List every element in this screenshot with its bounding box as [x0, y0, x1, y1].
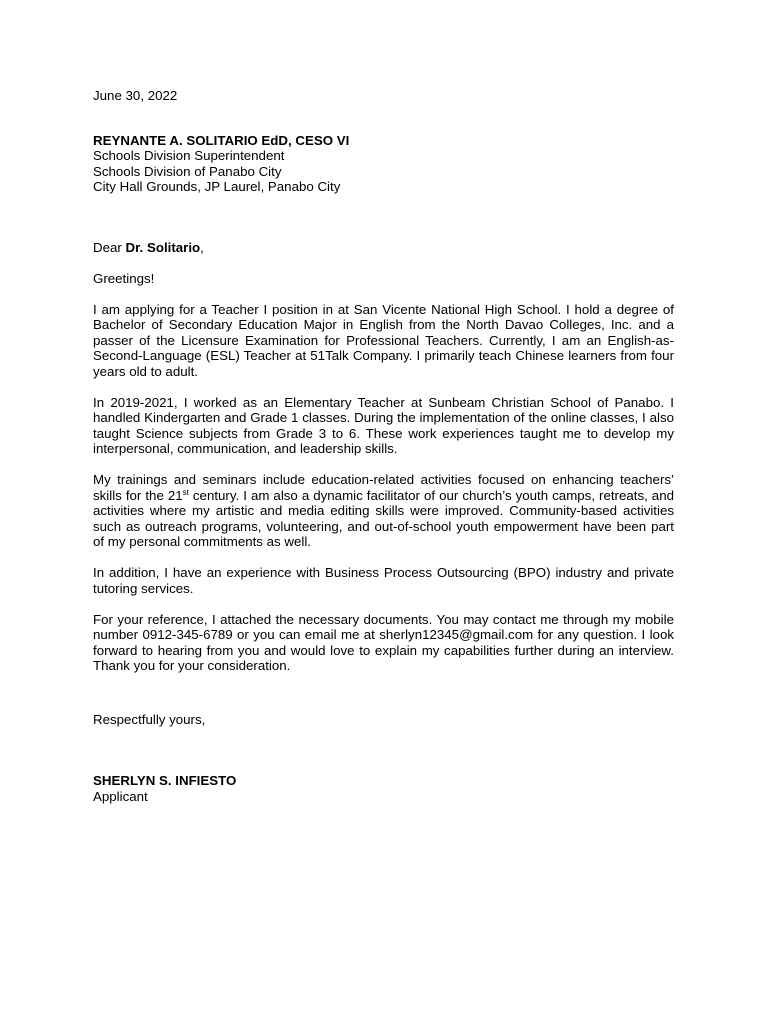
- recipient-office: Schools Division of Panabo City: [93, 163, 282, 179]
- recipient-title: Schools Division Superintendent: [93, 148, 285, 163]
- letter-page: [93, 88, 674, 804]
- paragraph-additional: In addition, I have an experience with Business Process Outsourcing (BPO) industry and private tutoring services.: [93, 565, 674, 596]
- signature-role: Applicant: [93, 788, 148, 804]
- paragraph-contact: For your reference, I attached the necessary documents. You may contact me through my mobile number 0912-345-6789 or you can email me at sherlyn12345@gmail.com for any question. I look forward to hearing from you and would love to explain my capabilities further during an interview. Thank you for your consideration.: [93, 611, 674, 673]
- closing: Respectfully yours,: [93, 711, 206, 727]
- greeting: Greetings!: [93, 270, 155, 286]
- paragraph-trainings-part1: My trainings and seminars include education-related activities focused on enhancing teachers’ skills for the 21: [93, 472, 674, 503]
- superscript-st: st: [182, 487, 189, 497]
- signature-name: SHERLYN S. INFIESTO: [93, 773, 237, 788]
- signature-block: [93, 773, 674, 804]
- paragraph-trainings-part2: century. I am also a dynamic facilitator of our church’s youth camps, retreats, and activities where my artistic and media editing skills were improved. Community-based activities such as outreach programs, volunteering, and out-of-school youth empowerment have been part of my personal commitments as well.: [93, 487, 674, 549]
- recipient-name: REYNANTE A. SOLITARIO EdD, CESO VI: [93, 132, 350, 148]
- paragraph-trainings: [93, 472, 674, 550]
- salutation-prefix: Dear: [93, 239, 126, 255]
- recipient-block: [93, 133, 674, 195]
- paragraph-application: I am applying for a Teacher I position in at San Vicente National High School. I hold a degree of Bachelor of Secondary Education Major in English from the North Davao Colleges, Inc. and a passer of the Licensure Examination for Professional Teachers. Currently, I am an English-as-Second-Language (ESL) Teacher at 51Talk Company. I primarily teach Chinese learners from four years old to adult.: [93, 301, 674, 379]
- paragraph-experience: In 2019-2021, I worked as an Elementary Teacher at Sunbeam Christian School of Panabo. I handled Kindergarten and Grade 1 classes. During the implementation of the online classes, I also taught Science subjects from Grade 3 to 6. These work experiences taught me to develop my interpersonal, communication, and leadership skills.: [93, 394, 674, 456]
- recipient-address: City Hall Grounds, JP Laurel, Panabo City: [93, 179, 341, 194]
- salutation: [93, 240, 674, 256]
- letter-date: June 30, 2022: [93, 88, 178, 103]
- salutation-name: Dr. Solitario: [125, 239, 201, 255]
- salutation-suffix: ,: [200, 239, 204, 255]
